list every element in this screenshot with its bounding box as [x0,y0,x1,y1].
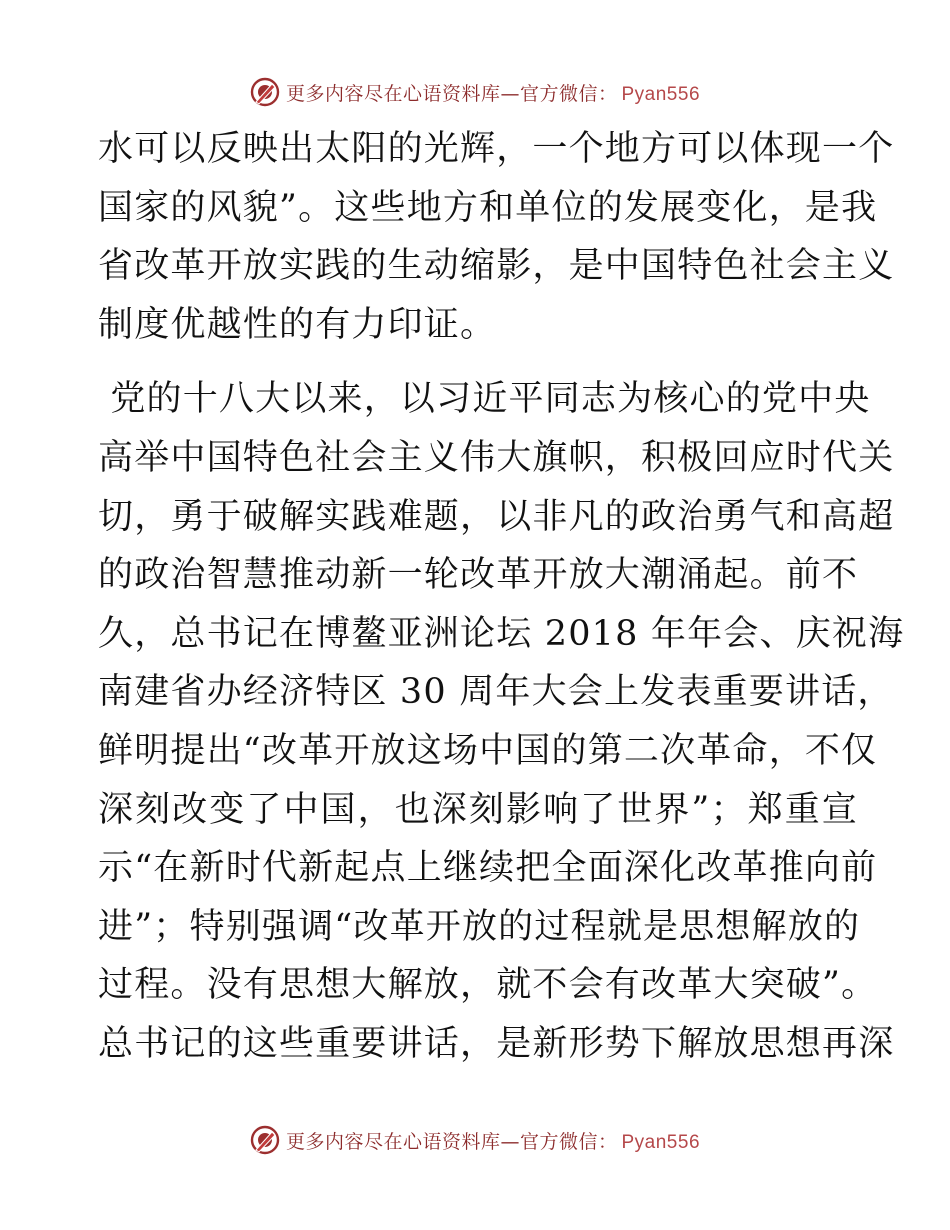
text-line: 示“在新时代新起点上继续把全面深化改革推向前 [98,848,878,889]
text-line: 省改革开放实践的生动缩影，是中国特色社会主义 [98,246,895,287]
header-wechat-id: Pyan556 [621,83,701,105]
header-banner [0,72,950,112]
text-line: 久，总书记在博鳌亚洲论坛 2018 年年会、庆祝海 [98,613,905,654]
paragraph-2 [98,370,905,1073]
text-line: 党的十八大以来，以习近平同志为核心的党中央 [98,379,871,420]
footer-wechat-id: Pyan556 [621,1131,701,1153]
pen-logo-icon [250,1125,280,1155]
pen-logo-icon [250,77,280,107]
footer-banner [0,1120,950,1160]
text-line: 国家的风貌”。这些地方和单位的发展变化，是我 [98,187,878,228]
text-line: 高举中国特色社会主义伟大旗帜，积极回应时代关 [98,437,895,478]
header-banner-text: 更多内容尽在心语资料库—官方微信： Pyan556 [285,82,701,105]
text-line: 的政治智慧推动新一轮改革开放大潮涌起。前不 [98,555,859,596]
text-line: 总书记的这些重要讲话，是新形势下解放思想再深 [98,1023,895,1064]
text-line: 深刻改变了中国，也深刻影响了世界”；郑重宣 [98,789,858,830]
text-line: 过程。没有思想大解放，就不会有改革大突破”。 [98,965,878,1006]
text-line: 水可以反映出太阳的光辉，一个地方可以体现一个 [98,129,895,169]
text-line: 切，勇于破解实践难题，以非凡的政治勇气和高超 [98,496,895,537]
text-line: 南建省办经济特区 30 周年大会上发表重要讲话， [98,672,894,713]
paragraph-1 [98,120,895,354]
text-line: 制度优越性的有力印证。 [98,304,497,345]
text-line: 进”；特别强调“改革开放的过程就是思想解放的 [98,906,861,947]
footer-banner-text: 更多内容尽在心语资料库—官方微信： Pyan556 [285,1130,701,1153]
document-body [98,120,905,1074]
text-line: 鲜明提出“改革开放这场中国的第二次革命，不仅 [98,730,878,771]
